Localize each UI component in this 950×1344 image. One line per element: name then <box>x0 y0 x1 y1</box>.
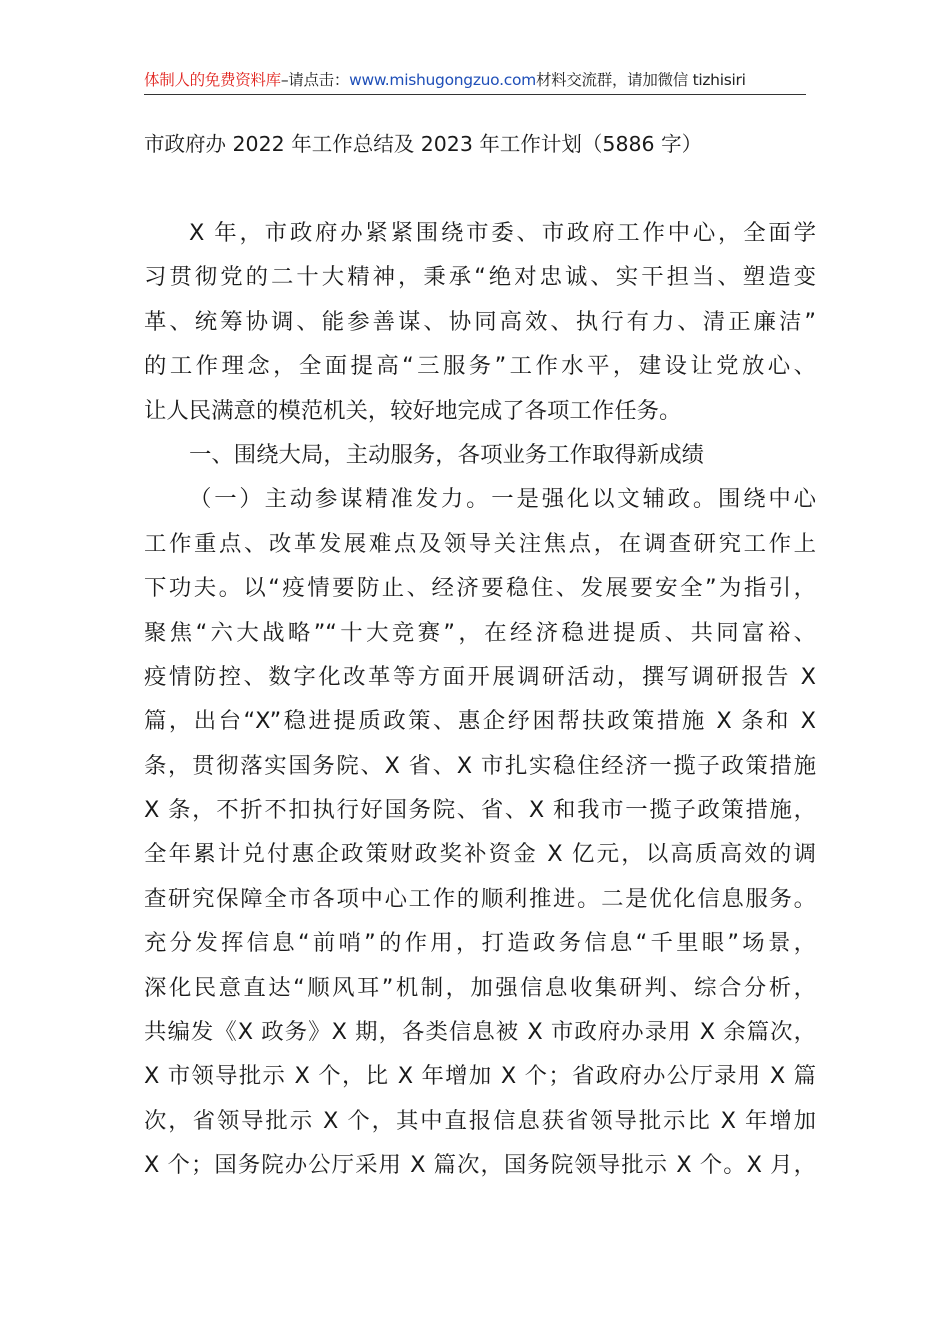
body-line: 查研究保障全市各项中心工作的顺利推进。二是优化信息服务。 <box>144 885 816 912</box>
body-line: 习贯彻党的二十大精神，秉承“绝对忠诚、实干担当、塑造变 <box>144 264 816 291</box>
body-line: 深化民意直达“顺风耳”机制，加强信息收集研判、综合分析， <box>144 974 816 1001</box>
body-line: 让人民满意的模范机关，较好地完成了各项工作任务。 <box>144 397 682 424</box>
body-line: 全年累计兑付惠企政策财政奖补资金 X 亿元，以高质高效的调 <box>144 841 816 868</box>
body-line: X 条，不折不扣执行好国务院、省、X 和我市一揽子政策措施， <box>144 797 816 824</box>
body-line: 工作重点、改革发展难点及领导关注焦点，在调查研究工作上 <box>144 530 816 557</box>
body-line: X 个；国务院办公厅采用 X 篇次，国务院领导批示 X 个。X 月， <box>144 1152 816 1179</box>
header-divider <box>144 94 806 95</box>
subsection-heading-line: （一）主动参谋精准发力。一是强化以文辅政。围绕中心 <box>189 486 816 513</box>
body-line: 疫情防控、数字化改革等方面开展调研活动，撰写调研报告 X <box>144 663 816 690</box>
body-line: X 年，市政府办紧紧围绕市委、市政府工作中心，全面学 <box>189 220 816 246</box>
header-brand: 体制人的免费资料库 <box>144 71 281 89</box>
document-title: 市政府办 2022 年工作总结及 2023 年工作计划（5886 字） <box>144 132 703 156</box>
page-header <box>144 68 806 92</box>
header-wechat-note: 材料交流群，请加微信 tizhisiri <box>535 71 746 89</box>
body-line: 充分发挥信息“前哨”的作用，打造政务信息“千里眼”场景， <box>144 930 816 957</box>
section-heading: 一、围绕大局，主动服务，各项业务工作取得新成绩 <box>189 441 704 468</box>
body-line: 共编发《X 政务》X 期，各类信息被 X 市政府办录用 X 余篇次， <box>144 1019 816 1046</box>
body-line: 次，省领导批示 X 个，其中直报信息获省领导批示比 X 年增加 <box>144 1107 816 1134</box>
body-line: 条，贯彻落实国务院、X 省、X 市扎实稳住经济一揽子政策措施 <box>144 752 816 779</box>
header-url-link[interactable]: www.mishugongzuo.com <box>349 71 536 89</box>
body-line: 的工作理念，全面提高“三服务”工作水平，建设让党放心、 <box>144 353 816 380</box>
body-line: 革、统筹协调、能参善谋、协同高效、执行有力、清正廉洁” <box>144 308 816 335</box>
body-line: 聚焦“六大战略”“十大竞赛”，在经济稳进提质、共同富裕、 <box>144 619 816 646</box>
body-line: 篇，出台“X”稳进提质政策、惠企纾困帮扶政策措施 X 条和 X <box>144 708 816 735</box>
body-line: X 市领导批示 X 个，比 X 年增加 X 个；省政府办公厅录用 X 篇 <box>144 1063 816 1090</box>
document-body <box>144 211 816 1188</box>
header-separator: –请点击： <box>280 71 350 89</box>
body-line: 下功夫。以“疫情要防止、经济要稳住、发展要安全”为指引， <box>144 575 816 602</box>
